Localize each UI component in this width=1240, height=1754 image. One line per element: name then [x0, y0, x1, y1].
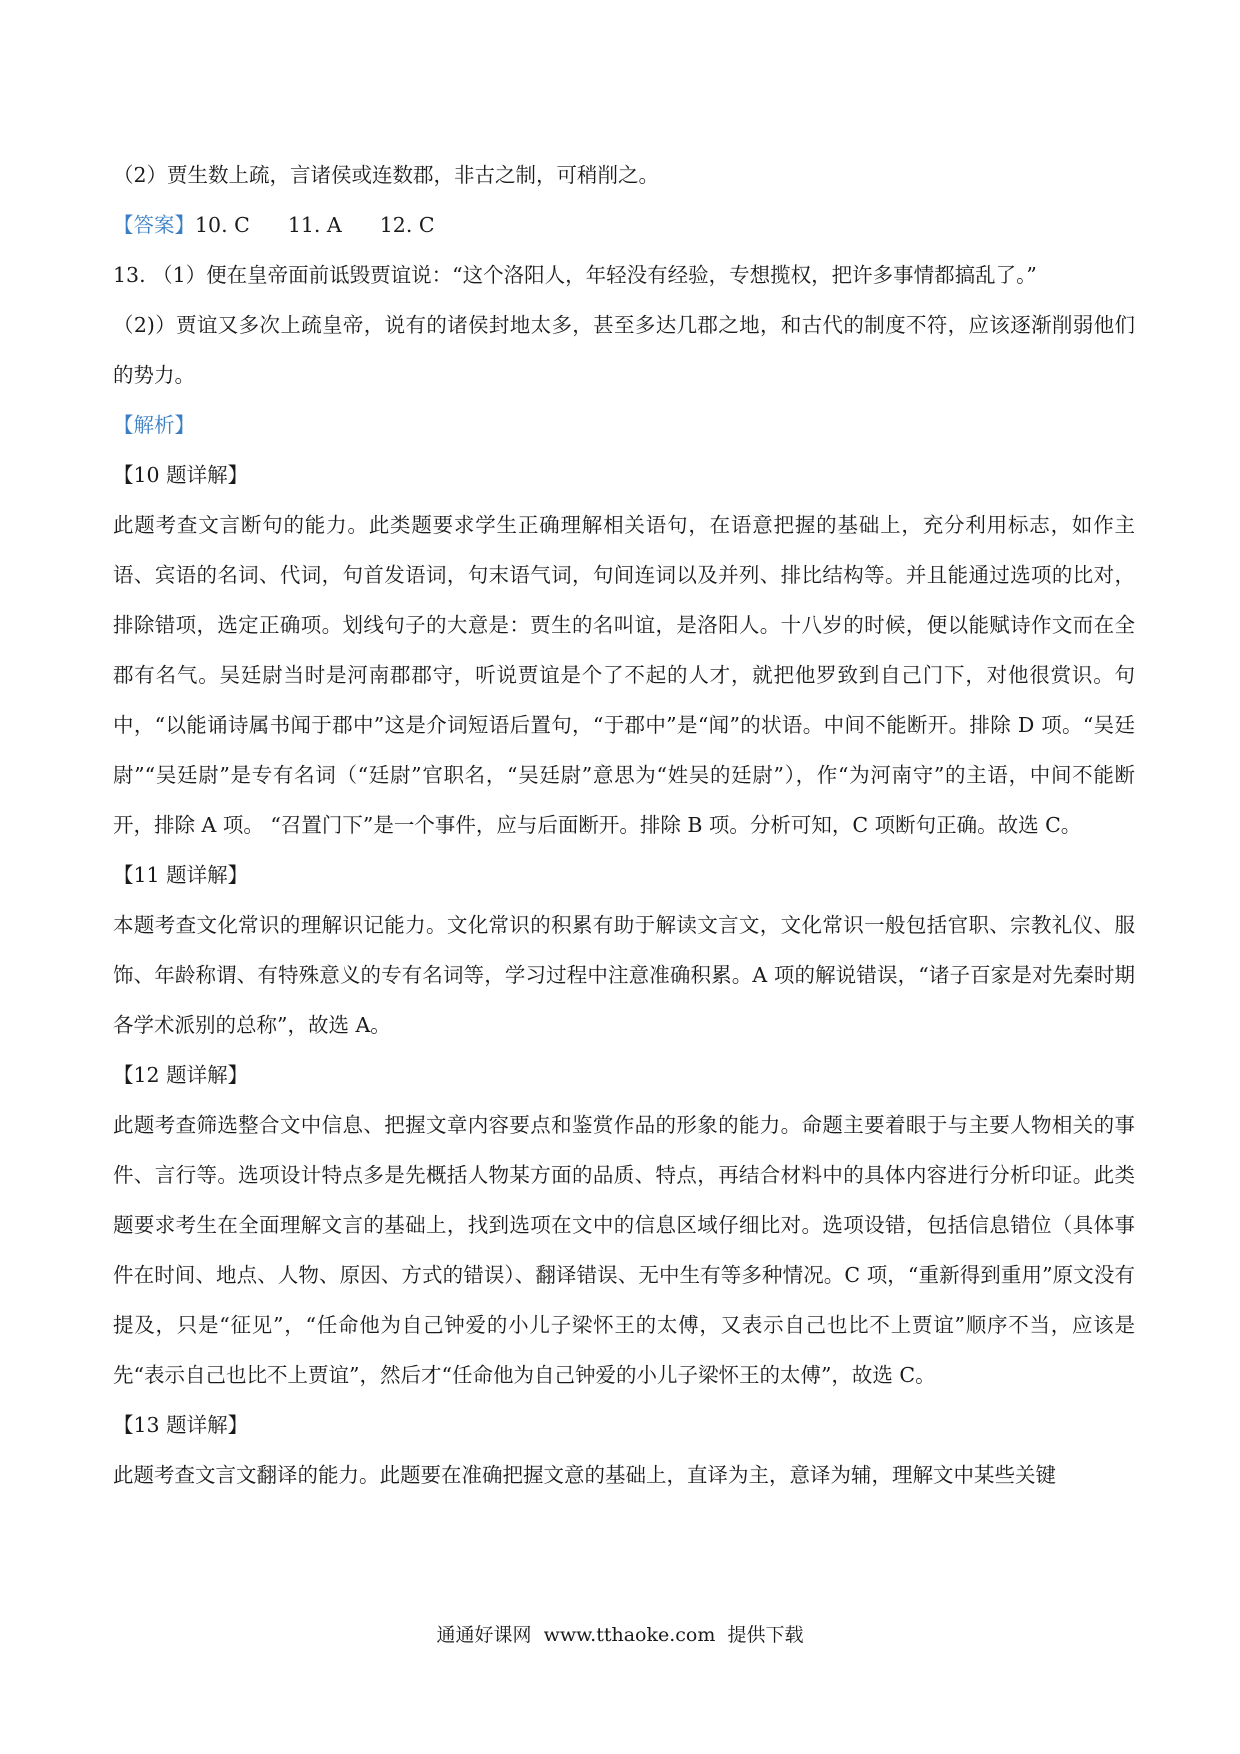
paragraph-q12: 此题考查筛选整合文中信息、把握文章内容要点和鉴赏作品的形象的能力。命题主要着眼于与主要人物相关的事件、言行等。选项设计特点多是先概括人物某方面的品质、特点，再结合材料中的具体内容进行分析印证。此类题要求考生在全面理解文言的基础上，找到选项在文中的信息区域仔细比对。选项设错，包括信息错位（具体事件在时间、地点、人物、原因、方式的错误）、翻译错误、无中生有等多种情况。C 项，“重新得到重用”原文没有提及，只是“征见”，“任命他为自己钟爱的小儿子梁怀王的太傅，又表示自己也比不上贾谊”顺序不当，应该是先“表示自己也比不上贾谊”，然后才“任命他为自己钟爱的小儿子梁怀王的太傅”，故选 C。 [113, 1113, 1135, 1387]
document-body [113, 150, 1135, 1500]
paragraph-q11: 本题考查文化常识的理解识记能力。文化常识的积累有助于解读文言文，文化常识一般包括官职、宗教礼仪、服饰、年龄称谓、有特殊意义的专有名词等，学习过程中注意准确积累。A 项的解说错误，“诸子百家是对先秦时期各学术派别的总称”，故选 A。 [113, 913, 1135, 1037]
answer-label: 【答案】 [113, 213, 195, 237]
answer-11: 11. A [287, 213, 342, 237]
heading-q10: 【10 题详解】 [113, 463, 249, 487]
answer-12: 12. C [379, 213, 435, 237]
page-footer: 通通好课网 www.tthaoke.com 提供下载 [436, 1624, 804, 1646]
paragraph-q13: 此题考查文言文翻译的能力。此题要在准确把握文意的基础上，直译为主，意译为辅，理解文中某些关键 [113, 1463, 1056, 1487]
heading-q12: 【12 题详解】 [113, 1063, 249, 1087]
heading-q11: 【11 题详解】 [113, 863, 249, 887]
translation-sentence-2: （2）贾生数上疏，言诸侯或连数郡，非古之制，可稍削之。 [113, 163, 660, 187]
paragraph-q10: 此题考查文言断句的能力。此类题要求学生正确理解相关语句，在语意把握的基础上，充分利用标志，如作主语、宾语的名词、代词，句首发语词，句末语气词，句间连词以及并列、排比结构等。并且能通过选项的比对，排除错项，选定正确项。划线句子的大意是：贾生的名叫谊，是洛阳人。十八岁的时候，便以能赋诗作文而在全郡有名气。吴廷尉当时是河南郡郡守，听说贾谊是个了不起的人才，就把他罗致到自己门下，对他很赏识。句中，“以能诵诗属书闻于郡中”这是介词短语后置句，“于郡中”是“闻”的状语。中间不能断开。排除 D 项。“吴廷尉”“吴廷尉”是专有名词（“廷尉”官职名，“吴廷尉”意思为“姓吴的廷尉”），作“为河南守”的主语，中间不能断开，排除 A 项。 “召置门下”是一个事件，应与后面断开。排除 B 项。分析可知，C 项断句正确。故选 C。 [113, 513, 1135, 837]
answer-10: 10. C [195, 213, 250, 237]
analysis-label: 【解析】 [113, 413, 195, 437]
q13-answer-1: 13. （1）便在皇帝面前诋毁贾谊说：“这个洛阳人，年轻没有经验，专想揽权，把许多事情都搞乱了。” [113, 263, 1037, 287]
q13-answer-2: （2)）贾谊又多次上疏皇帝，说有的诸侯封地太多，甚至多达几郡之地，和古代的制度不符，应该逐渐削弱他们的势力。 [113, 313, 1135, 387]
answer-line [113, 200, 1135, 250]
heading-q13: 【13 题详解】 [113, 1413, 249, 1437]
